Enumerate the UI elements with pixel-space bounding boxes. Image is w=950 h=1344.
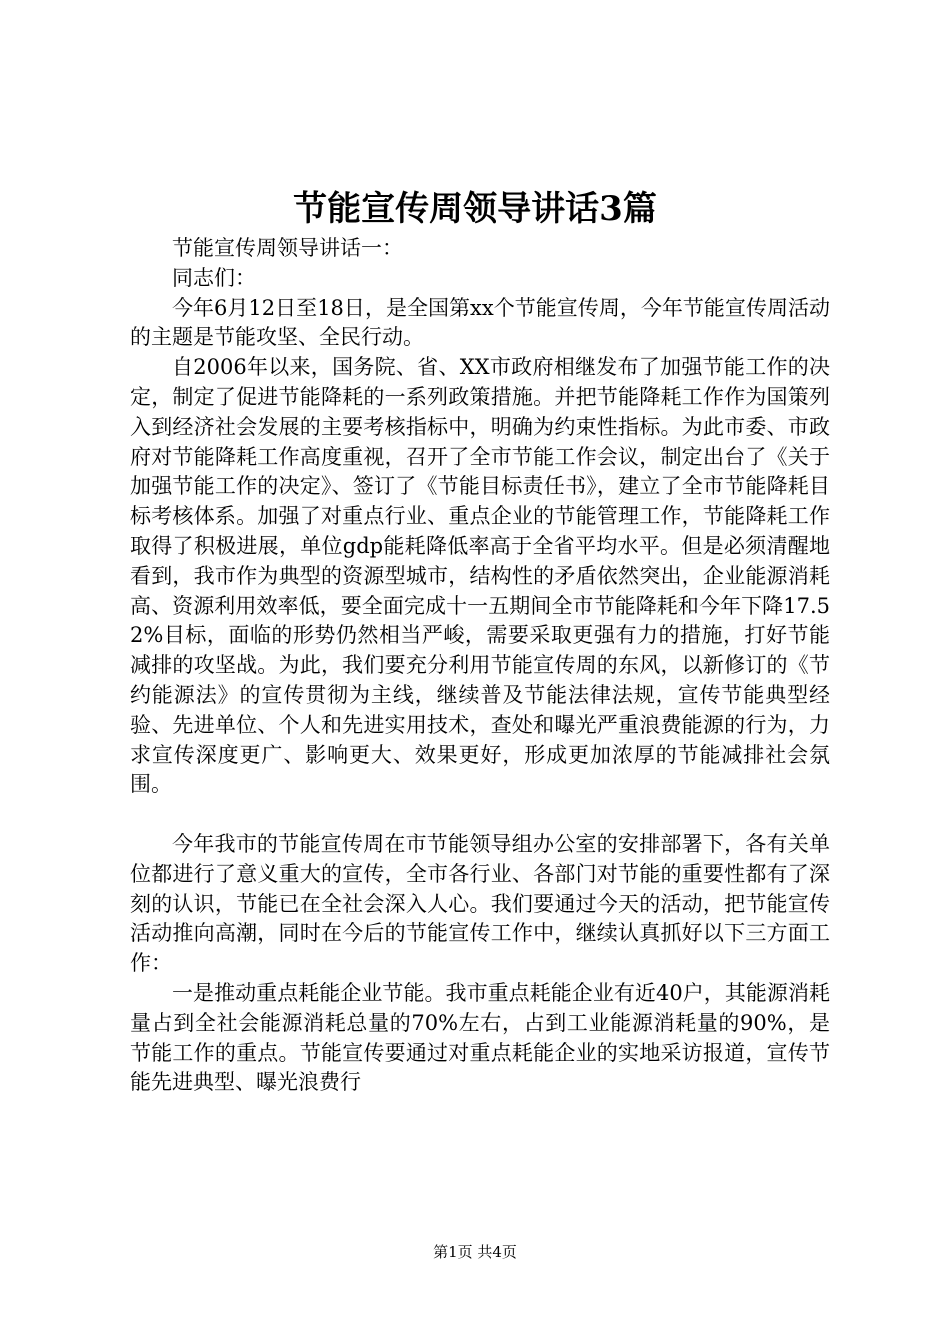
page-number: 第1页 共4页: [433, 1243, 517, 1261]
paragraph-heading: 节能宣传周领导讲话一：: [172, 236, 403, 260]
paragraph: 自2006年以来，国务院、省、XX市政府相继发布了加强节能工作的决定，制定了促进节能降耗的一系列政策措施。并把节能降耗工作作为国策列入到经济社会发展的主要考核指标中，明确为约束性指标。为此市委、市政府对节能降耗工作高度重视，召开了全市节能工作会议，制定出台了《关于加强节能工作的决定》、签订了《节能目标责任书》，建立了全市节能降耗目标考核体系。加强了对重点行业、重点企业的节能管理工作，节能降耗工作取得了积极进展，单位gdp能耗降低率高于全省平均水平。但是必须清醒地看到，我市作为典型的资源型城市，结构性的矛盾依然突出，企业能源消耗高、资源利用效率低，要全面完成十一五期间全市节能降耗和今年下降17.52%目标，面临的形势仍然相当严峻，需要采取更强有力的措施，打好节能减排的攻坚战。为此，我们要充分利用节能宣传周的东风，以新修订的《节约能源法》的宣传贯彻为主线，继续普及节能法律法规，宣传节能典型经验、先进单位、个人和先进实用技术，查处和曝光严重浪费能源的行为，力求宣传深度更广、影响更大、效果更好，形成更加浓厚的节能减排社会氛围。: [130, 355, 830, 797]
paragraph: 今年6月12日至18日，是全国第xx个节能宣传周，今年节能宣传周活动的主题是节能攻坚、全民行动。: [130, 295, 830, 350]
document-body: [130, 234, 830, 1098]
document-title: 节能宣传周领导讲话3篇: [293, 189, 657, 229]
paragraph: 今年我市的节能宣传周在市节能领导组办公室的安排部署下，各有关单位都进行了意义重大的宣传，全市各行业、各部门对节能的重要性都有了深刻的认识，节能已在全社会深入人心。我们要通过今天的活动，把节能宣传活动推向高潮，同时在今后的节能宣传工作中，继续认真抓好以下三方面工作：: [130, 831, 830, 976]
paragraph: 一是推动重点耗能企业节能。我市重点耗能企业有近40户，其能源消耗量占到全社会能源消耗总量的70%左右，占到工业能源消耗量的90%，是节能工作的重点。节能宣传要通过对重点耗能企业的实地采访报道，宣传节能先进典型、曝光浪费行: [130, 980, 830, 1095]
paragraph-salutation: 同志们：: [172, 265, 256, 290]
